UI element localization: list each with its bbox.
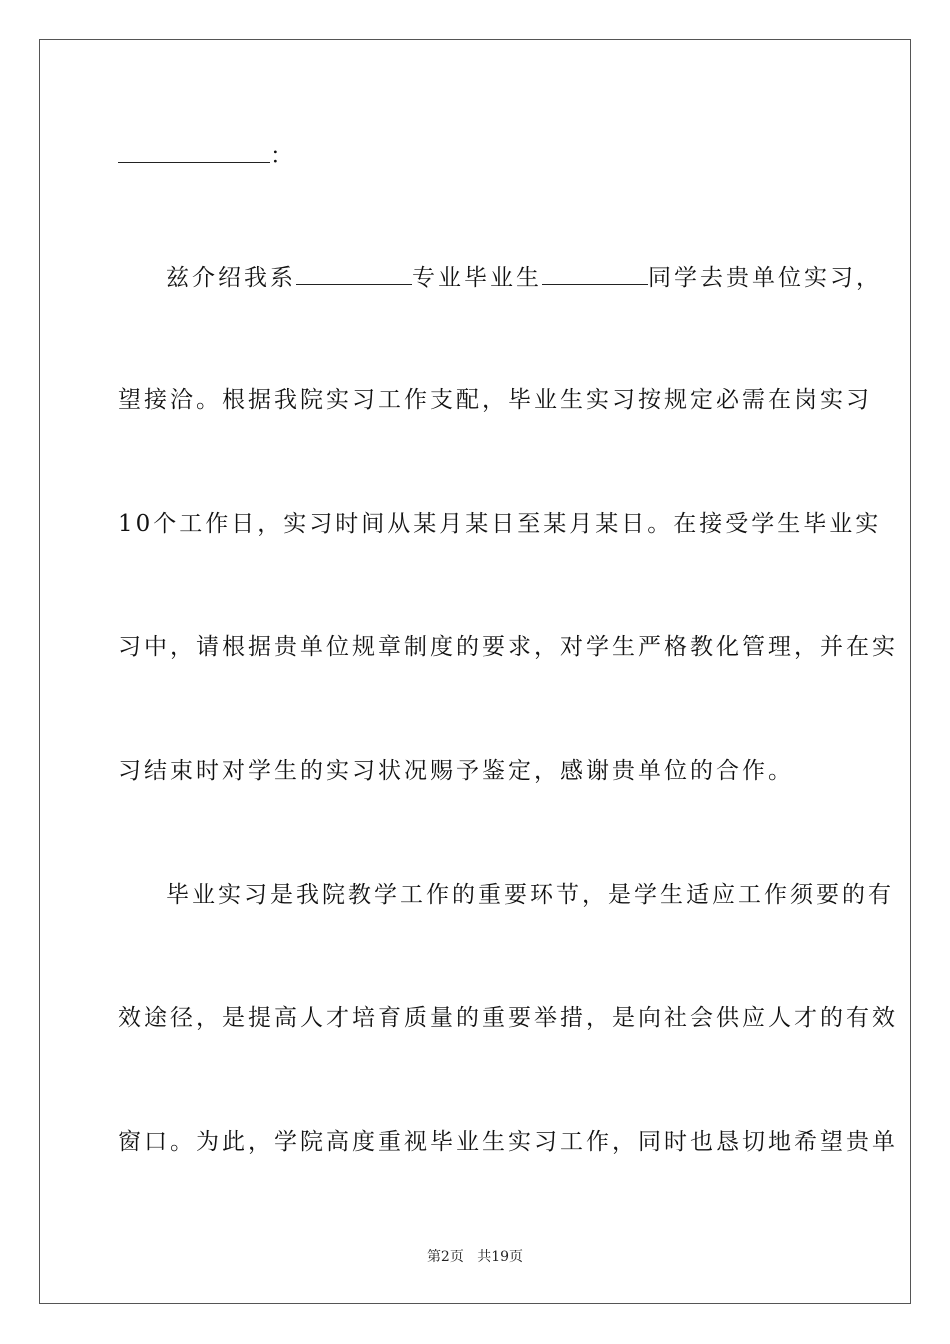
- page-total: 共19页: [477, 1249, 524, 1265]
- paragraph1-line5: 习结束时对学生的实习状况赐予鉴定，感谢贵单位的合作。: [118, 758, 794, 784]
- salutation-line: [118, 140, 296, 171]
- paragraph1-line2: 望接洽。根据我院实习工作支配，毕业生实习按规定必需在岗实习: [118, 387, 872, 413]
- page-border: [39, 39, 911, 1304]
- paragraph1-line4: 习中，请根据贵单位规章制度的要求，对学生严格教化管理，并在实: [118, 634, 898, 660]
- paragraph2-line3: 窗口。为此，学院高度重视毕业生实习工作，同时也恳切地希望贵单: [118, 1129, 898, 1155]
- salutation-colon: ：: [270, 143, 296, 169]
- intro-text-end: 同学去贵单位实习，: [648, 265, 882, 291]
- paragraph1-line3: 10个工作日，实习时间从某月某日至某月某日。在接受学生毕业实: [118, 511, 882, 537]
- intro-text: 兹介绍我系: [166, 265, 296, 291]
- major-blank[interactable]: [296, 262, 412, 285]
- paragraph1-line1: [166, 262, 882, 293]
- recipient-blank[interactable]: [118, 140, 270, 163]
- paragraph2-line2: 效途径，是提高人才培育质量的重要举措，是向社会供应人才的有效: [118, 1005, 898, 1031]
- page-number: 第2页: [426, 1249, 464, 1265]
- major-label: 专业毕业生: [412, 265, 542, 291]
- page-footer: [0, 1247, 950, 1267]
- student-name-blank[interactable]: [542, 262, 648, 285]
- paragraph2-line1: 毕业实习是我院教学工作的重要环节，是学生适应工作须要的有: [166, 882, 894, 908]
